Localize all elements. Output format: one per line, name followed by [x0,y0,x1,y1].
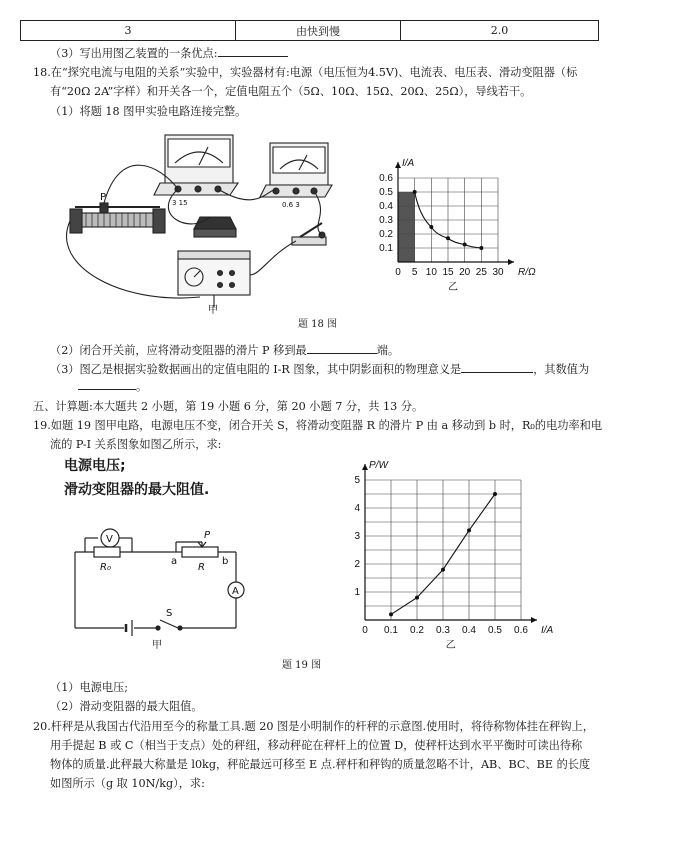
shaded-area [398,192,415,262]
x-tick-label: 0 [362,625,368,636]
x-tick-label: 0.5 [488,625,502,636]
x-tick-label: 0.6 [514,625,528,636]
x-axis-arrow [508,259,514,265]
q19-bold-resistance: 滑动变阻器的最大阻值. [64,482,210,498]
x-tick-label: 0 [395,267,401,278]
terminal-b-label: b [222,556,229,567]
q20-line3: 物体的质量.此秤最大称量是 l0kg，秤砣最远可移至 E 点.秤杆和秤钩的质量忽略不计，AB、BC、BE 的长度 [50,758,591,771]
data-point [479,246,483,250]
data-point [429,225,433,229]
q19-circuit-diagram [70,520,250,650]
x-tick-label: 0.2 [410,625,424,636]
q18-sub2 [50,342,399,358]
voltmeter-scale-label: 3 15 [172,199,188,207]
x-tick-label: 25 [475,267,487,278]
y-tick-label: 1 [354,587,360,598]
table-row [21,21,599,41]
data-point [415,596,419,600]
data-point [467,528,471,532]
r-label: R [198,562,205,573]
y-tick-label: 2 [354,559,360,570]
q19-bold-voltage: 电源电压; [64,458,126,474]
fig18-jia-label: 甲 [208,305,218,316]
ir-chart [370,150,536,300]
y-tick-label: 0.4 [379,201,393,212]
table-cell: 由快到慢 [236,21,401,41]
q18-sub1: （1）将题 18 图甲实验电路连接完整。 [50,105,247,118]
q18-sub2-end: 端。 [376,344,400,357]
ammeter-symbol-label: A [232,586,239,597]
q19-sub1: （1）电源电压; [50,681,129,694]
data-point [446,236,450,240]
y-tick-label: 4 [354,503,360,514]
x-tick-label: 10 [425,267,437,278]
x-tick-label: 0.4 [462,625,476,636]
x-axis-arrow [531,617,537,623]
fig19-jia-label: 甲 [152,640,162,651]
q20-line1: 20.杆秤是从我国古代沿用至今的称量工具.题 20 图是小明制作的杆秤的示意图.使用时，将待称物体挂在秤钩上， [33,720,594,733]
y-tick-label: 0.5 [379,187,393,198]
y-axis-label: I/A [402,158,415,169]
data-point [493,492,497,496]
q18-sub3-text: （3）图乙是根据实验数据画出的定值电阻的 I-R 图象，其中阴影面积的物理意义是 [50,363,462,376]
data-table [20,20,599,41]
ammeter-scale-label: 0.6 3 [282,201,300,209]
y-tick-label: 5 [354,475,360,486]
q18-apparatus-figure [60,125,360,315]
x-axis-label: R/Ω [518,267,536,278]
y-tick-label: 0.1 [379,243,393,254]
data-point [441,568,445,572]
answer-blank [307,342,377,354]
fig18-yi-label: 乙 [448,282,458,293]
fig18-caption: 题 18 图 [298,319,338,330]
x-tick-label: 20 [459,267,471,278]
answer-blank [218,45,288,57]
q19-sub2: （2）滑动变阻器的最大阻值。 [50,700,203,713]
slider-p-label: P [100,192,107,203]
q18-sub3-end: ，其数值为 [533,363,590,376]
fig19-caption: 题 19 图 [282,660,322,671]
q18-sub3-blank: 。 [78,378,147,394]
data-point [463,243,467,247]
q19-line2: 流的 P-I 关系图象如图乙所示，求: [50,438,222,451]
y-axis-arrow [362,464,368,470]
q18-sub3 [50,361,589,377]
answer-blank [78,378,136,390]
y-tick-label: 0.3 [379,215,393,226]
y-tick-label: 0.2 [379,229,393,240]
x-tick-label: 0.3 [436,625,450,636]
x-tick-label: 5 [411,267,418,278]
q18-line2: 有“20Ω 2A”字样）和开关各一个，定值电阻五个（5Ω、10Ω、15Ω、20Ω、25Ω），导线若干。 [50,85,532,98]
table-cell: 3 [21,21,236,41]
q20-line2: 用手提起 B 或 C（相当于支点）处的秤纽，移动秤砣在秤杆上的位置 D，使秤杆达到水平平衡时可读出待称 [50,739,583,752]
section5-heading: 五、计算题:本大题共 2 小题，第 19 小题 6 分，第 20 小题 7 分，共 13 分。 [33,400,424,413]
y-axis-arrow [395,162,401,168]
q17-sub3 [50,45,288,61]
slider-p-label: P [204,530,211,541]
switch-s-label: S [166,608,173,619]
q18-line1: 18.在“探究电流与电阻的关系”实验中，实验器材有:电源（电压恒为4.5V)、电流表、电压表、滑动变阻器（标 [33,66,578,79]
q19-line1: 19.如题 19 图甲电路，电源电压不变，闭合开关 S，将滑动变阻器 R 的滑片 P 由 a 移动到 b 时，R₀的电功率和电 [33,419,603,432]
q18-sub2-text: （2）闭合开关前，应将滑动变阻器的滑片 P 移到最 [50,344,307,357]
x-tick-label: 0.1 [384,625,398,636]
pi-chart [355,462,565,657]
table-cell: 2.0 [401,21,599,41]
q17-sub3-text: （3）写出用图乙装置的一条优点: [50,47,218,60]
data-point [413,190,417,194]
x-tick-label: 15 [442,267,454,278]
x-axis-label: I/A [541,625,554,636]
y-tick-label: 0.6 [379,173,393,184]
voltmeter-symbol-label: V [106,534,113,545]
terminal-a-label: a [171,556,178,567]
r0-label: R₀ [100,562,111,573]
fig19-yi-label: 乙 [445,640,456,651]
y-axis-label: P/W [369,460,388,471]
data-point [389,612,393,616]
q20-line4: 如图所示（g 取 10N/kg），求: [50,777,205,790]
y-tick-label: 3 [354,531,360,542]
x-tick-label: 30 [492,267,504,278]
answer-blank [461,361,533,373]
